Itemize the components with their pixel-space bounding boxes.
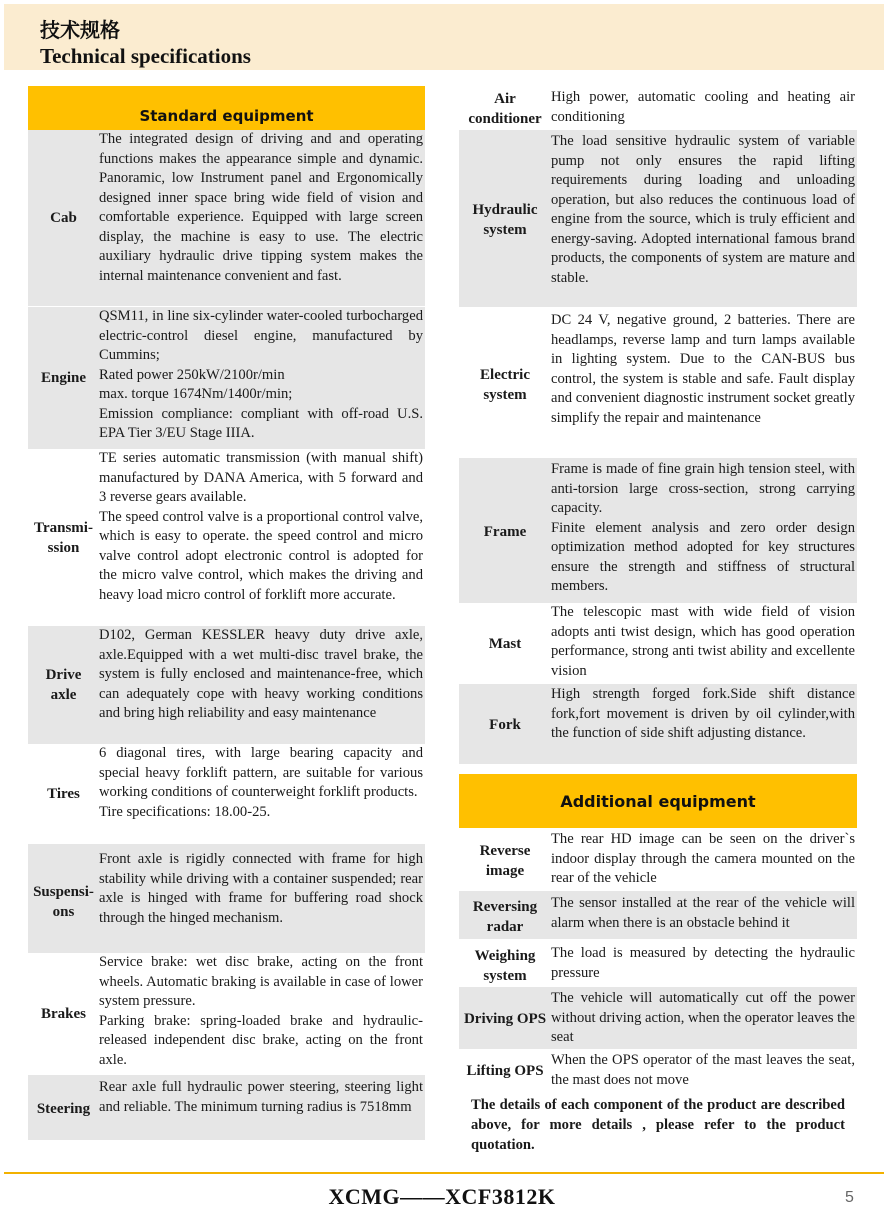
spec-label: Reversing radar — [472, 898, 538, 935]
spec-row-tires — [28, 744, 425, 844]
spec-label: Air conditioner — [468, 91, 542, 127]
spec-row-lifting-ops — [459, 1049, 857, 1091]
spec-label: Hydraulic system — [472, 201, 538, 238]
spec-text: When the OPS operator of the mast leaves the seat, the mast does not move — [551, 1052, 855, 1088]
page-number: 5 — [845, 1189, 854, 1206]
spec-text: Front axle is rigidly connected with frame for high stability while driving with a container suspended; rear axle is hinged with frame for buffering road shock through the hinged mechanism. — [99, 851, 423, 926]
additional-equipment-heading: Additional equipment — [459, 774, 857, 828]
spec-label: Suspensi- ons — [33, 883, 94, 920]
spec-row-drive-axle — [28, 626, 425, 744]
spec-row-brakes — [28, 953, 425, 1075]
details-note: The details of each component of the product are described above, for more details , please refer to the product quotation. — [471, 1097, 845, 1153]
spec-text: D102, German KESSLER heavy duty drive axle, axle.Equipped with a wet multi-disc travel brake, the system is fully enclosed and maintenance-free, which can adequately cope with heavy working conditions and bring high reliability and easy maintenance — [99, 627, 423, 721]
spec-label: Drive axle — [45, 667, 82, 703]
spec-row-steering — [28, 1075, 425, 1140]
page-header — [4, 4, 884, 70]
spec-text: Service brake: wet disc brake, acting on the front wheels. Automatic braking is available in case of lower system pressure. Parking brake: spring-loaded brake and hydraulic-released independent disc brake, acting on the front axle. — [99, 954, 423, 1068]
spec-text: The sensor installed at the rear of the vehicle will alarm when there is an obstacle behind it — [551, 895, 855, 931]
spec-text: TE series automatic transmission (with manual shift) manufactured by DANA America, with 5 forward and 3 reverse gears available. The speed control valve is a proportional control valve, which is easy to operate. the speed control and micro valve control adopt electronic control is adopted for the micro valve control, which makes the driving and heavy load micro control of forklift more accurate. — [99, 450, 423, 603]
spec-row-driving-ops — [459, 987, 857, 1049]
spec-text: DC 24 V, negative ground, 2 batteries. There are headlamps, reverse lamp and turn lamps available in lighting system. Due to the CAN-BUS bus control, the system is stable and safe. Fault display and convenient diagnostic instrument socket greatly simplify the repair and maintenance — [551, 312, 855, 426]
spec-label: Lifting OPS — [466, 1063, 544, 1079]
spec-label: Frame — [483, 523, 527, 540]
spec-text: QSM11, in line six-cylinder water-cooled turbocharged electric-control diesel engine, manufactured by Cummins; Rated power 250kW/2100r/min max. torque 1674Nm/1400r/min; Emission compliance: compliant with off-road U.S. EPA Tier 3/EU Stage IIIA. — [99, 308, 423, 441]
spec-row-reverse-image — [459, 828, 857, 891]
spec-row-reversing-radar — [459, 891, 857, 939]
spec-row-electric-system — [459, 307, 857, 458]
standard-equipment-heading: Standard equipment — [28, 86, 425, 130]
spec-row-fork — [459, 684, 857, 764]
spec-label: Transmi- ssion — [34, 519, 93, 556]
footer-divider — [4, 1172, 884, 1174]
spec-row-hydraulic-system — [459, 130, 857, 307]
spec-text: High power, automatic cooling and heating air conditioning — [551, 89, 855, 125]
spec-row-engine — [28, 306, 425, 449]
spec-text: Rear axle full hydraulic power steering, steering light and reliable. The minimum turning radius is 7518mm — [99, 1079, 423, 1115]
spec-text: The vehicle will automatically cut off the power without driving action, when the operator leaves the seat — [551, 990, 855, 1045]
spec-text: The rear HD image can be seen on the driver`s indoor display through the camera mounted on the rear of the vehicle — [551, 831, 855, 886]
title-english: Technical specifications — [40, 44, 251, 68]
spec-label: Steering — [36, 1101, 91, 1117]
spec-text: The telescopic mast with wide field of vision adopts anti twist design, which has good operation performance, strong anti twist ability and excellente vision — [551, 604, 855, 679]
spec-text: The load is measured by detecting the hydraulic pressure — [551, 945, 855, 981]
title-chinese: 技术规格 — [40, 18, 120, 42]
spec-label: Reverse image — [479, 842, 531, 879]
spec-label: Mast — [488, 635, 522, 652]
spec-label: Fork — [489, 716, 521, 733]
spec-label: Weighing system — [474, 947, 536, 984]
spec-row-weighing-system — [459, 939, 857, 987]
spec-label: Engine — [40, 370, 86, 386]
spec-label: Tires — [47, 786, 80, 802]
spec-row-suspensions — [28, 844, 425, 953]
spec-label: Brakes — [41, 1006, 86, 1022]
spec-text: High strength forged fork.Side shift distance fork,fort movement is driven by oil cylinder,with the function of side shift adjusting distance. — [551, 686, 855, 741]
spec-label: Electric system — [480, 366, 530, 403]
spec-row-air-conditioner — [459, 86, 857, 130]
spec-label: Cab — [50, 210, 77, 226]
spec-text: 6 diagonal tires, with large bearing capacity and special heavy forklift pattern, are suitable for various working conditions of counterweight forklift products. Tire specifications: 18.00-25. — [99, 745, 423, 820]
spec-text: Frame is made of fine grain high tension steel, with anti-torsion large cross-section, strong carrying capacity. Finite element analysis and zero order design optimization method adopted for key structures ensure the strength and stiffness of structural members. — [551, 461, 855, 594]
spec-label: Driving OPS — [463, 1011, 547, 1027]
spec-text: The load sensitive hydraulic system of variable pump not only ensures the rapid lifting requirements during loading and unloading operation, but also reduces the continuous load of engine from the source, which is truly efficient and energy-saving. Adopted international famous brand products, the components of system are mature and stable. — [551, 133, 855, 286]
footer-model-title: XCMG——XCF3812K — [328, 1184, 556, 1209]
spec-row-cab — [28, 130, 425, 306]
spec-row-mast — [459, 603, 857, 684]
right-spec-table — [459, 86, 857, 1155]
spec-row-transmission — [28, 449, 425, 626]
standard-equipment-table — [28, 86, 425, 1140]
spec-row-frame — [459, 458, 857, 603]
spec-text: The integrated design of driving and and operating functions makes the appearance simple and dynamic. Panoramic, low Instrument panel and Ergonomically designed inner space bring wide field of vision and comfortable experience. Equipped with large screen display, the machine is easy to use. The electric auxiliary hydraulic drive tipping system makes the internal maintenance convenient and fast. — [99, 131, 423, 284]
